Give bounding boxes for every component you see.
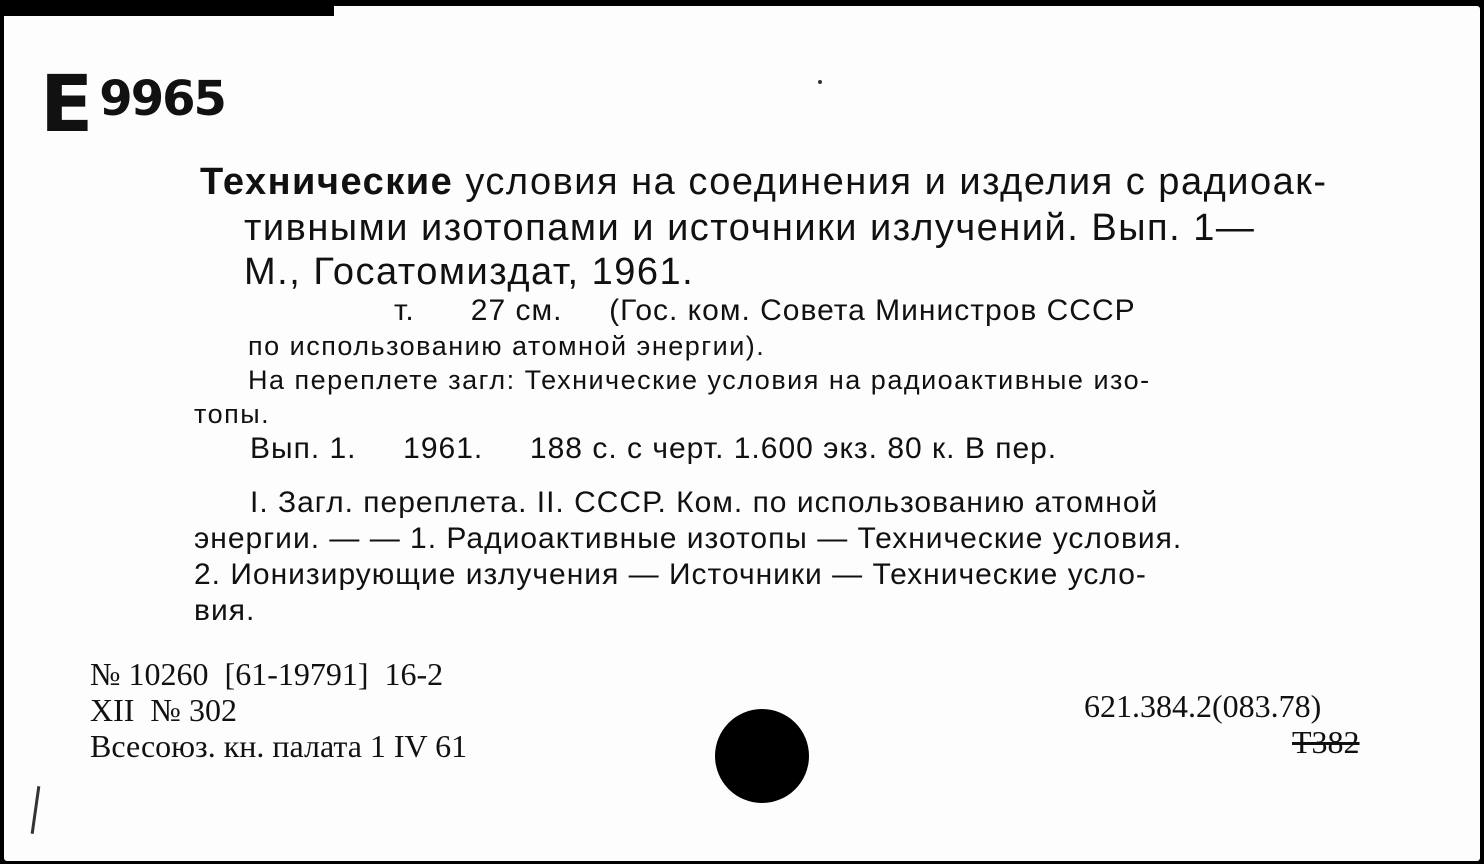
description-line-3: На переплете загл: Технические условия на радиоактивные изо- — [248, 365, 1151, 395]
description-line-4: топы. — [194, 399, 271, 429]
title-line-1 — [200, 160, 1328, 204]
title-line-1-rest: условия на соединения и изделия с радиоак- — [465, 161, 1328, 203]
tracings-line-4: вия. — [194, 594, 256, 627]
pencil-mark — [31, 786, 41, 834]
call-number-letter: Е — [40, 60, 94, 150]
call-number — [40, 60, 225, 150]
classification-code: Т382 — [1292, 724, 1360, 760]
record-number-line: № 10260 [61-19791] 16-2 — [90, 656, 444, 692]
ink-speck — [818, 80, 822, 84]
title-line-2: тивными изотопами и источники излучений. Вып. 1— — [244, 207, 1256, 249]
description-line-5: Вып. 1. 1961. 188 с. с черт. 1.600 экз. 80 к. В пер. — [250, 432, 1058, 465]
tracings-line-1: I. Загл. переплета. II. СССР. Ком. по использованию атомной — [250, 486, 1159, 519]
tracings-line-2: энергии. — — 1. Радиоактивные изотопы — Технические условия. — [194, 522, 1183, 555]
title-bold-word: Технические — [200, 161, 454, 203]
description-line-1: т. 27 см. (Гос. ком. Совета Министров СССР — [394, 294, 1136, 327]
title-line-3: М., Госатомиздат, 1961. — [244, 251, 695, 293]
book-chamber-line: Всесоюз. кн. палата 1 IV 61 — [90, 728, 468, 764]
series-number-line: XII № 302 — [90, 692, 237, 728]
card-top-edge — [4, 6, 334, 16]
description-line-2: по использованию атомной энергии). — [248, 331, 766, 361]
tracings-line-3: 2. Ионизирующие излучения — Источники — Технические усло- — [194, 558, 1147, 591]
call-number-value: 9965 — [99, 71, 225, 127]
punch-hole — [715, 709, 809, 803]
catalog-card — [4, 6, 1480, 861]
udc-classification: 621.384.2(083.78) — [1084, 688, 1322, 724]
